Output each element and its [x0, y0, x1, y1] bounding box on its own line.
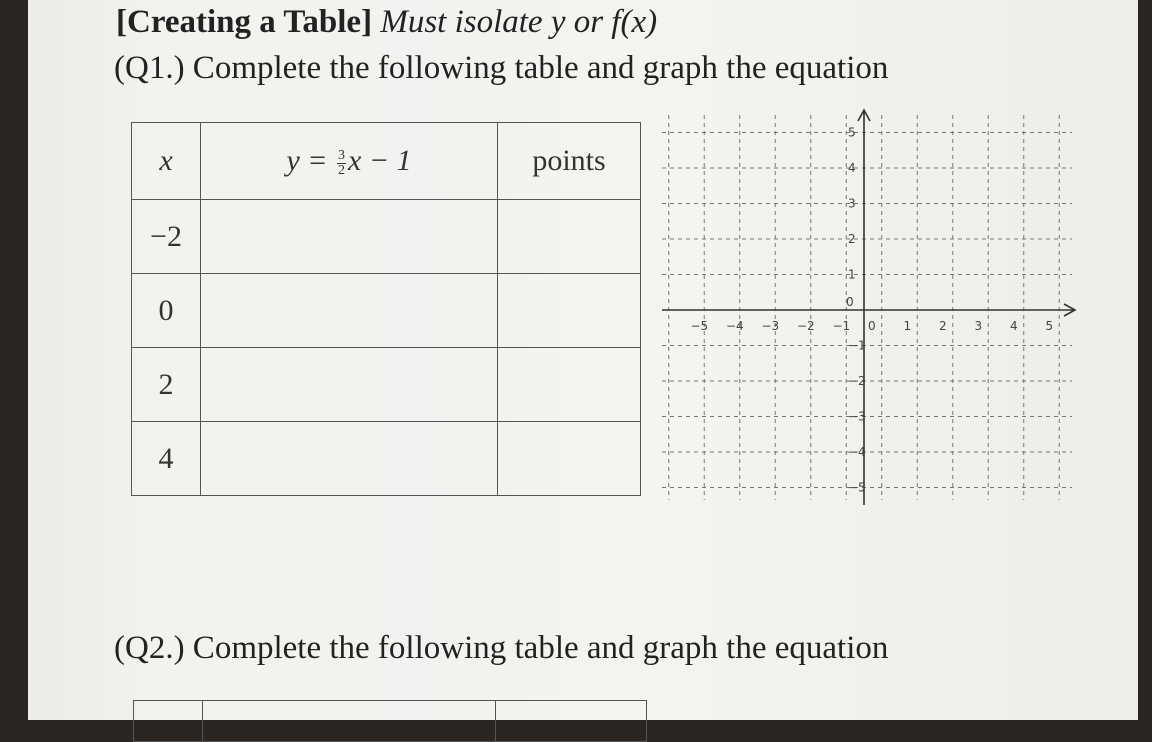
y-tick-label: 4: [848, 161, 856, 175]
x-tick-label: 4: [1010, 319, 1018, 333]
point-cell[interactable]: [498, 422, 641, 496]
heading-instruction: Must isolate y or f(x): [380, 4, 658, 40]
x-tick-label: 0: [868, 319, 876, 333]
fraction: $\frac{3}{2}$: [338, 147, 345, 178]
x-tick-label: 5: [1045, 319, 1054, 333]
header-equation: y = $\frac{3}{2}$ x − 1: [201, 123, 498, 200]
question-2-table: [133, 700, 647, 742]
header-x: x: [132, 123, 201, 200]
coordinate-grid[interactable]: [660, 105, 1080, 510]
y-tick-label: 1: [848, 267, 856, 282]
x-tick-label: 2: [939, 319, 947, 333]
x-tick-label: −2: [797, 319, 815, 333]
table-cell: [496, 701, 647, 742]
x-tick-label: −4: [726, 319, 744, 333]
y-tick-label: 0: [846, 295, 854, 309]
question-1-table: [131, 122, 641, 496]
question-2-prompt: (Q2.) Complete the following table and graph the equation: [114, 630, 889, 666]
x-tick-label: 1: [903, 319, 912, 333]
y-value-cell[interactable]: [201, 348, 498, 422]
y-tick-label: −2: [848, 374, 866, 388]
y-tick-label: 5: [848, 125, 856, 140]
question-1-prompt: (Q1.) Complete the following table and graph the equation: [114, 50, 889, 86]
x-value-cell: −2: [132, 200, 201, 274]
point-cell[interactable]: [498, 348, 641, 422]
x-tick-label: −5: [690, 319, 709, 333]
x-value-cell: 0: [132, 274, 201, 348]
header-points: points: [498, 123, 641, 200]
y-tick-label: −4: [848, 445, 866, 459]
heading-title: [Creating a Table]: [116, 4, 373, 40]
y-tick-label: −3: [848, 409, 866, 424]
x-tick-label: −1: [832, 319, 851, 333]
worksheet-heading: [116, 4, 657, 41]
y-tick-label: 2: [848, 232, 856, 246]
x-tick-label: −3: [761, 319, 780, 333]
x-value-cell: 4: [132, 422, 201, 496]
y-tick-label: −5: [848, 480, 866, 495]
y-value-cell[interactable]: [201, 274, 498, 348]
table-cell: [134, 701, 203, 742]
y-tick-label: −1: [848, 338, 866, 353]
y-tick-label: 3: [848, 196, 856, 211]
x-value-cell: 2: [132, 348, 201, 422]
y-value-cell[interactable]: [201, 200, 498, 274]
point-cell[interactable]: [498, 274, 641, 348]
x-tick-label: 3: [974, 319, 983, 333]
table-cell: [203, 701, 496, 742]
point-cell[interactable]: [498, 200, 641, 274]
y-value-cell[interactable]: [201, 422, 498, 496]
